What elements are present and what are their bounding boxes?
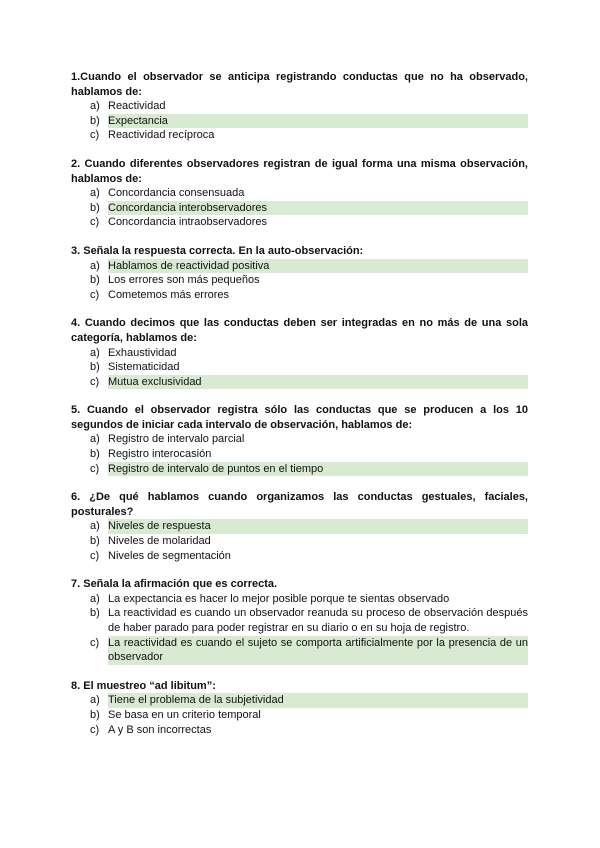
option-item bbox=[71, 592, 528, 607]
option-marker: b) bbox=[90, 274, 100, 287]
option-marker: b) bbox=[90, 114, 100, 127]
option-item bbox=[71, 99, 528, 114]
question-text: 5. Cuando el observador registra sólo las conductas que se producen a los 10 segundos de iniciar cada intervalo de observación, hablamos de: bbox=[71, 404, 528, 431]
option-marker: a) bbox=[90, 592, 100, 605]
option-list bbox=[71, 693, 528, 737]
option-item-correct bbox=[71, 259, 528, 274]
option-item bbox=[71, 273, 528, 288]
question-text: 6. ¿De qué hablamos cuando organizamos las conductas gestuales, faciales, posturales? bbox=[71, 491, 528, 518]
option-text: Registro de intervalo parcial bbox=[108, 433, 245, 446]
option-item-correct bbox=[71, 519, 528, 534]
option-text: Cometemos más errores bbox=[108, 288, 230, 301]
option-marker: a) bbox=[90, 100, 100, 113]
option-item-correct bbox=[71, 375, 528, 390]
option-list bbox=[71, 99, 528, 143]
option-item bbox=[71, 447, 528, 462]
option-item bbox=[71, 128, 528, 143]
option-item-correct bbox=[71, 636, 528, 665]
option-text-highlighted: Hablamos de reactividad positiva bbox=[108, 259, 528, 274]
question-text: 3. Señala la respuesta correcta. En la auto-observación: bbox=[71, 244, 364, 257]
option-text-highlighted: Niveles de respuesta bbox=[108, 519, 528, 534]
option-marker: a) bbox=[90, 346, 100, 359]
option-item bbox=[71, 534, 528, 549]
question-2 bbox=[71, 157, 528, 230]
option-text: A y B son incorrectas bbox=[108, 723, 212, 736]
option-text-highlighted: Mutua exclusividad bbox=[108, 375, 528, 390]
option-text: La reactividad es cuando un observador reanuda su proceso de observación después de haber parado para poder registrar en su diario o en su hoja de registro. bbox=[108, 607, 528, 634]
question-text: 1.Cuando el observador se anticipa registrando conductas que no ha observado, hablamos de: bbox=[71, 71, 528, 98]
option-marker: b) bbox=[90, 201, 100, 214]
option-marker: a) bbox=[90, 694, 100, 707]
question-3 bbox=[71, 244, 528, 302]
option-text-highlighted: Registro de intervalo de puntos en el tiempo bbox=[108, 462, 528, 477]
question-8 bbox=[71, 679, 528, 737]
option-item-correct bbox=[71, 201, 528, 216]
option-text: Niveles de molaridad bbox=[108, 535, 211, 548]
question-text: 8. El muestreo “ad libitum”: bbox=[71, 679, 216, 692]
option-item-correct bbox=[71, 693, 528, 708]
option-marker: c) bbox=[90, 723, 100, 736]
question-7 bbox=[71, 577, 528, 665]
option-marker: b) bbox=[90, 361, 100, 374]
question-6 bbox=[71, 490, 528, 563]
option-list bbox=[71, 186, 528, 230]
question-4 bbox=[71, 316, 528, 389]
option-list bbox=[71, 259, 528, 303]
option-text: Concordancia intraobservadores bbox=[108, 216, 267, 229]
option-item bbox=[71, 346, 528, 361]
option-list bbox=[71, 592, 528, 665]
option-text: Los errores son más pequeños bbox=[108, 274, 260, 287]
question-text: 2. Cuando diferentes observadores registran de igual forma una misma observación, hablamos de: bbox=[71, 157, 528, 185]
option-item bbox=[71, 288, 528, 303]
option-text: La expectancia es hacer lo mejor posible porque te sientas observado bbox=[108, 592, 450, 605]
option-list bbox=[71, 519, 528, 563]
option-text: Exhaustividad bbox=[108, 346, 177, 359]
option-text-highlighted: Expectancia bbox=[108, 114, 528, 129]
option-list bbox=[71, 346, 528, 390]
option-text: Reactividad bbox=[108, 100, 166, 113]
option-list bbox=[71, 432, 528, 476]
option-item bbox=[71, 432, 528, 447]
option-item-correct bbox=[71, 462, 528, 477]
option-marker: c) bbox=[90, 462, 100, 475]
option-item bbox=[71, 606, 528, 635]
option-marker: c) bbox=[90, 216, 100, 229]
option-marker: a) bbox=[90, 187, 100, 200]
option-text-highlighted: La reactividad es cuando el sujeto se comporta artificialmente por la presencia de un observador bbox=[108, 636, 528, 664]
option-text: Registro interocasión bbox=[108, 448, 212, 461]
question-text: 7. Señala la afirmación que es correcta. bbox=[71, 578, 278, 591]
option-marker: b) bbox=[90, 607, 100, 620]
option-marker: a) bbox=[90, 433, 100, 446]
option-text-highlighted: Tiene el problema de la subjetividad bbox=[108, 693, 528, 708]
question-list bbox=[71, 70, 528, 751]
option-item bbox=[71, 549, 528, 564]
question-5 bbox=[71, 403, 528, 476]
option-marker: a) bbox=[90, 259, 100, 272]
question-1 bbox=[71, 70, 528, 143]
option-text: Concordancia consensuada bbox=[108, 187, 245, 200]
option-marker: c) bbox=[90, 129, 100, 142]
option-item bbox=[71, 723, 528, 738]
option-item bbox=[71, 360, 528, 375]
option-item bbox=[71, 186, 528, 201]
option-marker: c) bbox=[90, 375, 100, 388]
option-text: Sistematicidad bbox=[108, 361, 180, 374]
option-text-highlighted: Concordancia interobservadores bbox=[108, 201, 528, 216]
option-text: Niveles de segmentación bbox=[108, 549, 231, 562]
option-item-correct bbox=[71, 114, 528, 129]
option-text: Reactividad recíproca bbox=[108, 129, 215, 142]
option-marker: c) bbox=[90, 636, 100, 649]
option-item bbox=[71, 215, 528, 230]
option-text: Se basa en un criterio temporal bbox=[108, 708, 261, 721]
option-marker: c) bbox=[90, 549, 100, 562]
option-item bbox=[71, 708, 528, 723]
option-marker: c) bbox=[90, 288, 100, 301]
question-text: 4. Cuando decimos que las conductas deben ser integradas en no más de una sola categoría, hablamos de: bbox=[71, 317, 528, 344]
option-marker: b) bbox=[90, 535, 100, 548]
option-marker: b) bbox=[90, 448, 100, 461]
option-marker: b) bbox=[90, 708, 100, 721]
option-marker: a) bbox=[90, 520, 100, 533]
